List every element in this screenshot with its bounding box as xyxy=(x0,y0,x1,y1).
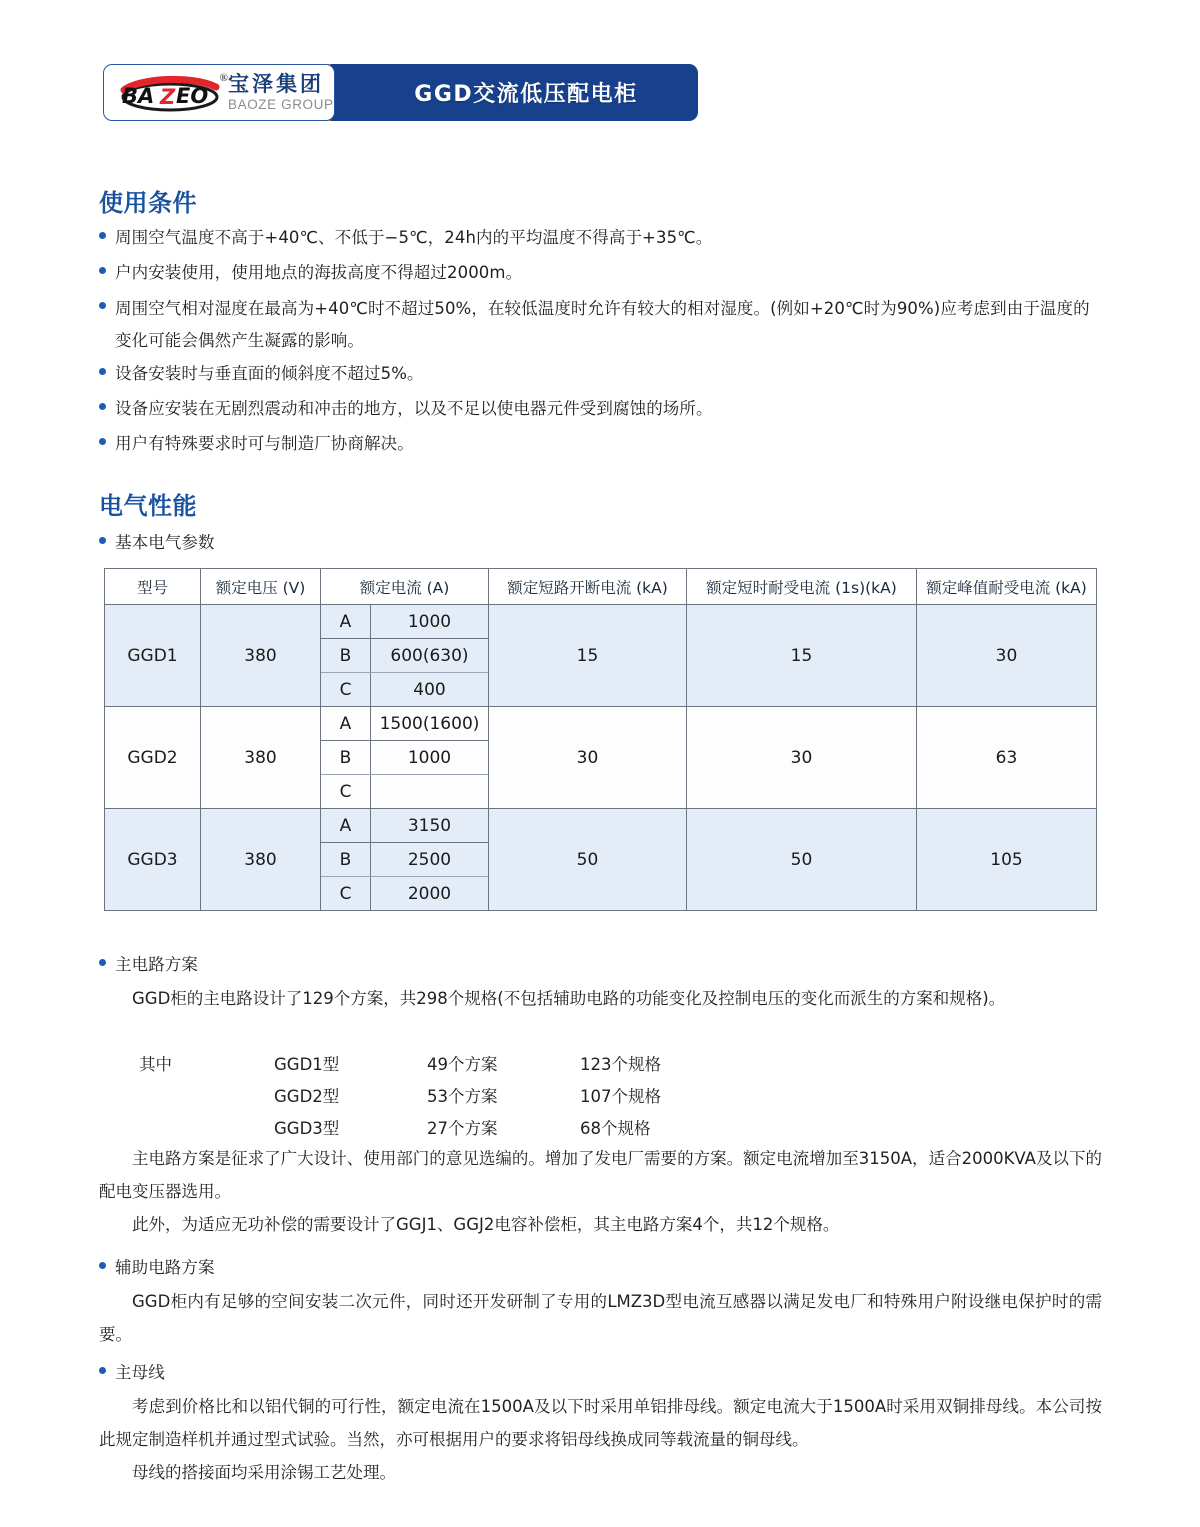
main-circuit-paragraph-2: 主电路方案是征求了广大设计、使用部门的意见选编的。增加了发电厂需要的方案。额定电流增加至3150A，适合2000KVA及以下的配电变压器选用。 xyxy=(99,1149,1102,1201)
usage-bullet-4 xyxy=(99,359,1099,389)
cell-phase: B xyxy=(321,843,371,877)
svg-text:BA: BA xyxy=(122,83,155,108)
cell-short-time-current: 30 xyxy=(687,707,917,809)
bullet-dot-icon xyxy=(99,1262,106,1269)
svg-text:EO: EO xyxy=(176,83,209,108)
main-circuit-paragraph-3: 此外，为适应无功补偿的需要设计了GGJ1、GGJ2电容补偿柜，其主电路方案4个，共12个规格。 xyxy=(132,1215,840,1234)
cell-breaking-current: 15 xyxy=(489,605,687,707)
th-current: 额定电流 (A) xyxy=(321,569,489,605)
cell-current: 400 xyxy=(371,673,489,707)
main-circuit-paragraph-1: GGD柜的主电路设计了129个方案，共298个规格(不包括辅助电路的功能变化及控制电压的变化而派生的方案和规格)。 xyxy=(132,989,1006,1008)
sub-heading-basic-params xyxy=(99,528,599,558)
scheme-count: 53个方案 xyxy=(427,1087,498,1106)
cell-phase: C xyxy=(321,775,371,809)
cell-current: 2000 xyxy=(371,877,489,911)
usage-bullet-6 xyxy=(99,429,1099,459)
cell-phase: B xyxy=(321,639,371,673)
usage-bullet-1-text: 周围空气温度不高于+40℃、不低于−5℃，24h内的平均温度不得高于+35℃。 xyxy=(115,228,713,247)
bullet-dot-icon xyxy=(99,267,106,274)
sub-heading-basic-params-text: 基本电气参数 xyxy=(115,533,215,552)
busbar-paragraph-1: 考虑到价格比和以铝代铜的可行性，额定电流在1500A及以下时采用单铝排母线。额定电流大于1500A时采用双铜排母线。本公司按此规定制造样机并通过型式试验。当然，亦可根据用户的要求将铝母线换成同等载流量的铜母线。 xyxy=(99,1397,1102,1449)
sub-heading-aux-circuit-text: 辅助电路方案 xyxy=(115,1258,215,1277)
svg-text:Z: Z xyxy=(160,84,176,109)
brand-logo xyxy=(103,64,335,121)
cell-phase: C xyxy=(321,673,371,707)
bullet-dot-icon xyxy=(99,959,106,966)
cell-current: 3150 xyxy=(371,809,489,843)
table-header-row xyxy=(105,569,1097,605)
cell-peak-current: 105 xyxy=(917,809,1097,911)
th-voltage: 额定电压 (V) xyxy=(201,569,321,605)
cell-breaking-current: 30 xyxy=(489,707,687,809)
page-header-banner xyxy=(103,64,698,121)
sub-heading-main-circuit xyxy=(99,950,599,980)
cell-model: GGD1 xyxy=(105,605,201,707)
cell-current: 600(630) xyxy=(371,639,489,673)
usage-bullet-2-text: 户内安装使用，使用地点的海拔高度不得超过2000m。 xyxy=(115,263,523,282)
scheme-row xyxy=(139,1111,789,1143)
registered-trademark-icon: ® xyxy=(219,71,228,84)
scheme-spec-count: 123个规格 xyxy=(580,1055,661,1074)
usage-bullet-3 xyxy=(99,293,1104,357)
section-heading-electrical: 电气性能 xyxy=(99,492,197,520)
sub-heading-aux-circuit xyxy=(99,1253,599,1283)
bullet-dot-icon xyxy=(99,302,106,309)
cell-phase: B xyxy=(321,741,371,775)
sub-heading-busbar-text: 主母线 xyxy=(115,1363,165,1382)
th-peak-current: 额定峰值耐受电流 (kA) xyxy=(917,569,1097,605)
table-row xyxy=(105,707,1097,741)
company-name-cn: 宝泽集团 xyxy=(228,71,324,96)
scheme-breakdown-table xyxy=(139,1047,789,1143)
section-heading-usage: 使用条件 xyxy=(99,189,197,217)
th-short-time-current: 额定短时耐受电流 (1s)(kA) xyxy=(687,569,917,605)
scheme-count: 27个方案 xyxy=(427,1119,498,1138)
product-title: GGD交流低压配电柜 xyxy=(414,82,638,107)
usage-bullet-6-text: 用户有特殊要求时可与制造厂协商解决。 xyxy=(115,434,414,453)
cell-model: GGD3 xyxy=(105,809,201,911)
cell-peak-current: 30 xyxy=(917,605,1097,707)
usage-bullet-5-text: 设备应安装在无剧烈震动和冲击的地方，以及不足以使电器元件受到腐蚀的场所。 xyxy=(115,399,713,418)
cell-phase: A xyxy=(321,707,371,741)
bullet-dot-icon xyxy=(99,368,106,375)
cell-voltage: 380 xyxy=(201,605,321,707)
cell-current: 2500 xyxy=(371,843,489,877)
scheme-label: 其中 xyxy=(139,1055,172,1074)
usage-bullet-3-text: 周围空气相对湿度在最高为+40℃时不超过50%，在较低温度时允许有较大的相对湿度。(例如+20℃时为90%)应考虑到由于温度的变化可能会偶然产生凝露的影响。 xyxy=(115,299,1090,350)
scheme-row xyxy=(139,1047,789,1079)
cell-voltage: 380 xyxy=(201,707,321,809)
cell-voltage: 380 xyxy=(201,809,321,911)
table-row xyxy=(105,605,1097,639)
cell-current: 1000 xyxy=(371,741,489,775)
scheme-model: GGD1型 xyxy=(274,1055,340,1074)
sub-heading-busbar xyxy=(99,1358,599,1388)
usage-bullet-1 xyxy=(99,223,1099,253)
usage-bullet-2 xyxy=(99,258,1099,288)
cell-phase: A xyxy=(321,605,371,639)
cell-breaking-current: 50 xyxy=(489,809,687,911)
scheme-row xyxy=(139,1079,789,1111)
th-model: 型号 xyxy=(105,569,201,605)
company-name-en: BAOZE GROUP xyxy=(228,96,334,112)
cell-phase: C xyxy=(321,877,371,911)
scheme-spec-count: 68个规格 xyxy=(580,1119,651,1138)
bullet-dot-icon xyxy=(99,403,106,410)
busbar-paragraph-2: 母线的搭接面均采用涂锡工艺处理。 xyxy=(132,1463,396,1482)
bullet-dot-icon xyxy=(99,438,106,445)
scheme-model: GGD3型 xyxy=(274,1119,340,1138)
table-row xyxy=(105,809,1097,843)
aux-circuit-paragraph-1: GGD柜内有足够的空间安装二次元件，同时还开发研制了专用的LMZ3D型电流互感器以满足发电厂和特殊用户附设继电保护时的需要。 xyxy=(99,1292,1102,1344)
th-breaking-current: 额定短路开断电流 (kA) xyxy=(489,569,687,605)
cell-short-time-current: 15 xyxy=(687,605,917,707)
bullet-dot-icon xyxy=(99,537,106,544)
bullet-dot-icon xyxy=(99,1367,106,1374)
cell-current: 1000 xyxy=(371,605,489,639)
cell-model: GGD2 xyxy=(105,707,201,809)
cell-peak-current: 63 xyxy=(917,707,1097,809)
usage-bullet-5 xyxy=(99,394,1099,424)
bullet-dot-icon xyxy=(99,232,106,239)
sub-heading-main-circuit-text: 主电路方案 xyxy=(115,955,198,974)
cell-phase: A xyxy=(321,809,371,843)
scheme-model: GGD2型 xyxy=(274,1087,340,1106)
cell-short-time-current: 50 xyxy=(687,809,917,911)
cell-current xyxy=(371,775,489,809)
scheme-count: 49个方案 xyxy=(427,1055,498,1074)
scheme-spec-count: 107个规格 xyxy=(580,1087,661,1106)
usage-bullet-4-text: 设备安装时与垂直面的倾斜度不超过5%。 xyxy=(115,364,424,383)
electrical-spec-table xyxy=(104,568,1097,911)
bazeo-wordmark-icon xyxy=(116,71,228,115)
cell-current: 1500(1600) xyxy=(371,707,489,741)
